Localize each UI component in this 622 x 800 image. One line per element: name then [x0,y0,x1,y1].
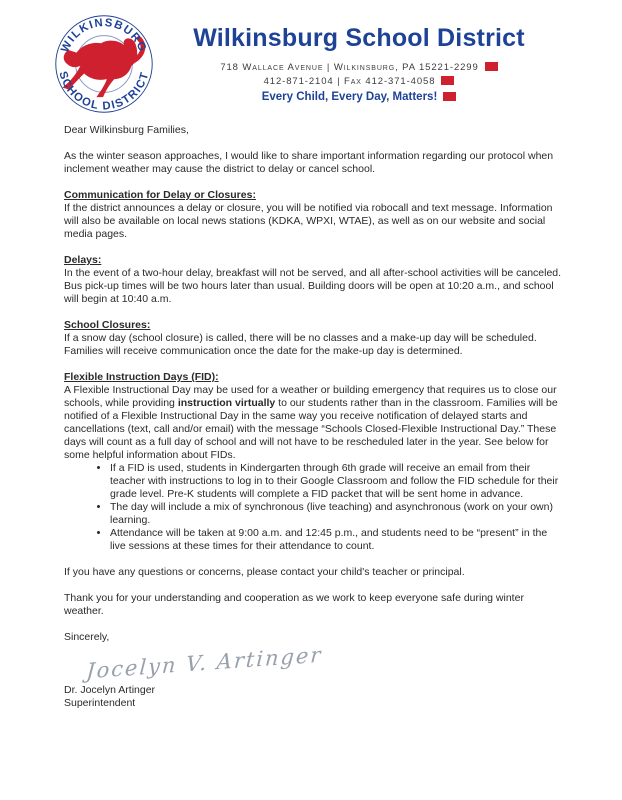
logo-arc-bottom-text: SCHOOL DISTRICT [56,70,152,113]
section-heading: Delays: [64,254,102,266]
paragraph-thanks: Thank you for your understanding and cooperation as we work to keep everyone safe during winter weather. [64,592,524,617]
section-school-closures [64,319,562,358]
address-line [156,62,562,73]
list-item: • The day will include a mix of synchronous (live teaching) and asynchronous (work on your own) learning. [110,501,562,527]
tagline [156,91,562,103]
paragraph-intro: As the winter season approaches, I would like to share important information regarding our protocol when inclement weather may cause the district to delay or cancel school. [64,150,554,175]
paragraph-questions: If you have any questions or concerns, please contact your child's teacher or principal. [64,566,465,578]
section-heading: Flexible Instruction Days (FID): [64,371,219,383]
letter-body [64,124,562,710]
section-body: If the district announces a delay or closure, you will be notified via robocall and text message. Information will also be available on local news stations (KDKA, WPXI, WTAE), as well as on our website and social media pages. [64,202,553,240]
logo-arc-top-text: WILKINSBURG [59,16,149,55]
signature-script: Jocelyn V. Artinger [85,642,324,684]
section-fid [64,371,562,553]
section-body: If a snow day (school closure) is called, there will be no classes and a make-up day will be scheduled. Families will receive communication once the date for the make-up day is determined. [64,332,537,357]
list-item: • Attendance will be taken at 9:00 a.m. and 12:45 p.m., and students need to be “present” in the live sessions at these times for their attendance to count. [110,527,562,553]
phone-line [156,76,562,87]
signoff: Sincerely, [64,631,110,643]
salutation: Dear Wilkinsburg Families, [64,124,189,136]
tagline-text: Every Child, Every Day, Matters! [261,91,438,103]
district-logo [52,14,156,114]
section-heading: School Closures: [64,319,151,331]
signer-name: Dr. Jocelyn Artinger [64,684,156,696]
address-text: 718 Wallace Avenue | Wilkinsburg, PA 15221-2299 [220,62,479,73]
red-box-icon [441,76,454,85]
signer-title: Superintendent [64,697,136,709]
phone-text: 412-871-2104 | Fax 412-371-4058 [263,76,436,87]
section-body [64,384,562,462]
letterhead-text [156,14,562,103]
fid-text-bold: instruction virtually [177,397,276,409]
red-box-icon [485,62,498,71]
section-body: In the event of a two-hour delay, breakfast will not be served, and all after-school activities will be canceled. Bus pick-up times will be two hours later than usual. Building doors will be open at 10:20 a.m., and school will begin at 10:40 a.m. [64,267,562,305]
red-box-icon [443,92,456,101]
section-delays [64,254,562,306]
district-name: Wilkinsburg School District [193,24,525,52]
fid-bullet-list [98,462,562,553]
list-item: • If a FID is used, students in Kindergarten through 6th grade will receive an email from their teacher with instructions to log in to their Google Classroom and follow the FID schedule for their grade level. Pre-K students will complete a FID packet that will be sent home in advance. [110,462,562,501]
fid-text-post: to our students rather than in the classroom. Families will be notified of a Flexible Instructional Day in the same way you receive notification of delayed starts and cancellations (text, call and/or email) with the message “Schools Closed-Flexible Instructional Day.” These days will count as a full day of school and will not have to be rescheduled later in the year. See below for some helpful information about FIDs. [64,397,558,461]
fid-text-pre: A Flexible Instructional Day may be used for a weather or building emergency that requires us to close our schools, while providing [64,384,557,409]
letterhead [52,14,562,114]
section-heading: Communication for Delay or Closures: [64,189,256,201]
section-communication [64,189,562,241]
